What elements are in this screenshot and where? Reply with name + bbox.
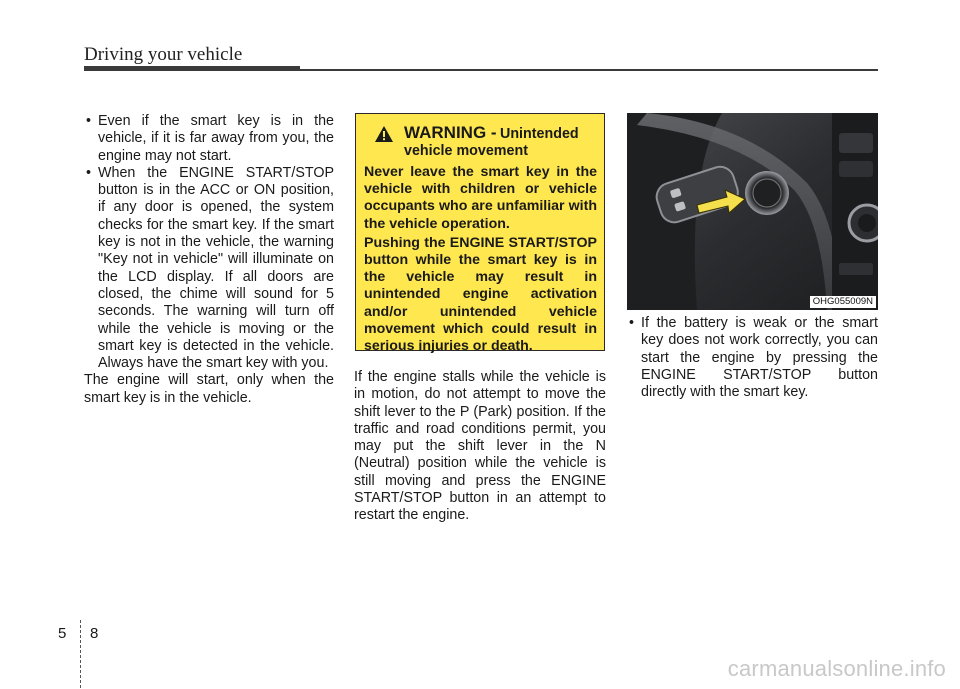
body-paragraph: If the engine stalls while the vehicle is in motion, do not attempt to move the shift lever to the P (Park) position. If the traffic and road conditions permit, you may put the shift lever in the N (Neutral) position while the vehicle is still moving and press the ENGINE START/STOP button in an attempt to restart the engine. <box>354 369 606 524</box>
bullet-list <box>84 113 334 372</box>
warning-box <box>355 113 605 355</box>
column-left <box>84 113 334 407</box>
list-item: • When the ENGINE START/STOP button is in the ACC or ON position, if any door is opened, the system checks for the smart key. If the smart key is not in the vehicle, the warning "Key not in vehicle" will illuminate on the LCD display. If all doors are closed, the chime will sound for 5 seconds. The warning will turn off while the vehicle is moving or the smart key is detected in the vehicle. Always have the smart key with you. <box>84 165 334 373</box>
body-paragraph: The engine will start, only when the smart key is in the vehicle. <box>84 372 334 406</box>
chapter-number: 5 <box>58 625 67 642</box>
header-rule-thin <box>300 69 878 71</box>
page-number: 8 <box>90 625 99 642</box>
list-item: • If the battery is weak or the smart key does not work correctly, you can start the engine by pressing the ENGINE START/STOP button directly with the smart key. <box>627 315 878 401</box>
list-item: • Even if the smart key is in the vehicle, if it is far away from you, the engine may not start. <box>84 113 334 165</box>
warning-subtitle <box>404 126 604 160</box>
bullet-list <box>627 315 878 401</box>
page-header-title: Driving your vehicle <box>84 44 243 65</box>
warning-body <box>364 164 597 357</box>
dashboard-illustration <box>627 113 878 310</box>
warning-subtitle-text: Unintended vehicle movement <box>404 126 579 159</box>
warning-paragraph: Never leave the smart key in the vehicle with children or vehicle occupants who are unfamiliar with the vehicle operation. <box>364 164 597 232</box>
watermark: carmanualsonline.info <box>727 656 946 681</box>
warning-label: WARNING - <box>404 123 497 142</box>
page-number-divider <box>80 620 81 688</box>
column-right <box>627 315 878 401</box>
column-middle <box>354 369 606 525</box>
engine-start-button-photo <box>627 113 878 310</box>
warning-triangle-icon <box>374 125 394 143</box>
photo-caption: OHG055009N <box>810 296 876 308</box>
warning-paragraph: Pushing the ENGINE START/STOP button while the smart key is in the vehicle may result in unintended engine activation and/or unintended vehicle movement which could result in serious injuries or death. <box>364 234 597 355</box>
header-rule-thick <box>84 66 300 71</box>
